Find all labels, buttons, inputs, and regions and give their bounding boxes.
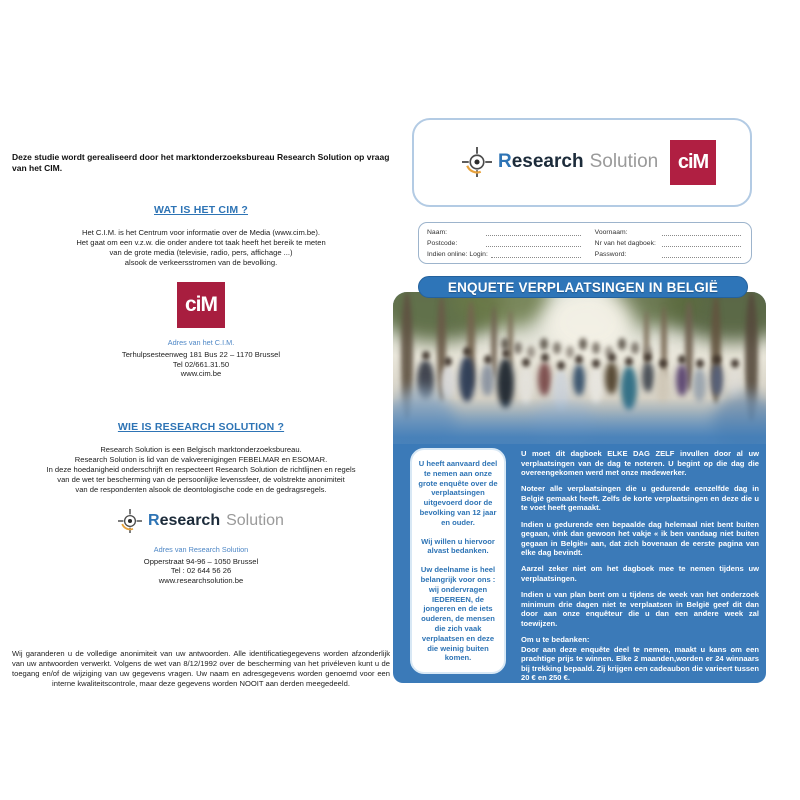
- research-solution-logo-header: [462, 147, 658, 177]
- form-field-naam: [427, 227, 581, 238]
- rs-address-label: Adres van Research Solution: [153, 544, 249, 554]
- rs-website: www.researchsolution.be: [158, 575, 244, 585]
- rs-address-block: [12, 539, 390, 586]
- diary-instructions: [521, 449, 759, 683]
- survey-info-panel: [393, 292, 766, 683]
- instruction-paragraph: Indien u van plan bent om u tijdens de week van het onderzoek minimum drie dagen niet te verplaatsen in België geef dit dan door aan onze enquêteur die u dan een andere week zal toewijzen.: [521, 590, 759, 628]
- dotted-fill-line: [491, 257, 581, 258]
- rs-wordmark-research: [148, 512, 220, 530]
- rs-description-line: van de wet ter bescherming van de persoonlijke levenssfeer, de volstrekte anonimiteit: [57, 474, 345, 484]
- participation-text: Uw deelname is heel belangrijk voor ons : wij ondervragen: [420, 565, 496, 594]
- cim-address-line: Terhulpsesteenweg 181 Bus 22 – 1170 Brussel: [121, 350, 281, 359]
- instruction-paragraph: Noteer alle verplaatsingen die u gedurende eenzelfde dag in België gemaakt heeft. Zelfs de korte verplaatsingen en deze die u te voet heeft gemaakt.: [521, 484, 759, 513]
- form-field-voornaam: [595, 227, 741, 238]
- form-field-login: [427, 249, 581, 260]
- instruction-paragraph: Indien u gedurende een bepaalde dag helemaal niet bent buiten gegaan, vink dan gewoon het vakje « ik ben vandaag niet buiten gegaan in België» aan, dat zich bovenaan de eerste pagina van elke dag bevindt.: [521, 519, 759, 558]
- cim-address-block: [12, 332, 390, 379]
- field-label: Indien online: Login:: [427, 251, 488, 258]
- cim-description-line: Het C.I.M. is het Centrum voor informatie over de Media (www.cim.be).: [81, 228, 320, 237]
- left-column: [12, 152, 390, 689]
- cim-description: [12, 228, 390, 268]
- dotted-fill-line: [662, 235, 741, 236]
- cim-description-line: alsook de verkeersstromen van de bevolking.: [124, 258, 278, 267]
- thanks-in-advance: Wij willen u hiervoor alvast bedanken.: [421, 536, 495, 556]
- rs-letters-esearch: esearch: [511, 150, 584, 172]
- rs-wordmark-solution: Solution: [589, 150, 659, 172]
- street-crowd-photo: [393, 292, 766, 444]
- rs-letter-r: R: [498, 150, 512, 172]
- study-intro-line: Deze studie wordt gerealiseerd door het marktonderzoeksbureau Research Solution op vraag van het CIM.: [12, 152, 390, 173]
- privacy-guarantee-note: Wij garanderen u de volledige anonimiteit van uw antwoorden. Alle identificatiegegevens worden afzonderlijk van uw antwoorden verwerkt. Volgens de wet van 8/12/1992 over de bescherming van het privéleven kunt u de toegang en/of de wijziging van uw gegevens vragen. Uw naam en adresgegevens worden genoemd voor een interne kwaliteitscontrole, maar deze gegevens worden NOOIT aan derden meegedeeld.: [12, 649, 390, 688]
- field-label: Postcode:: [427, 240, 458, 247]
- form-field-password: [595, 249, 741, 260]
- research-solution-logo: [12, 509, 390, 533]
- rs-address-line: Opperstraat 94-96 – 1050 Brussel: [143, 556, 259, 566]
- dotted-fill-line: [662, 257, 741, 258]
- rs-wordmark-research: [498, 151, 584, 173]
- cim-phone: Tel 02/661.31.50: [172, 359, 230, 369]
- contact-form-card: [418, 222, 752, 264]
- instruction-paragraph: U moet dit dagboek ELKE DAG ZELF invullen door al uw verplaatsingen van de dag te noteren. U begint op die dag die overeengekomen werd met onze medewerker.: [521, 449, 759, 478]
- survey-title-banner: ENQUETE VERPLAATSINGEN IN BELGIË: [418, 276, 748, 298]
- participation-paragraph: [418, 565, 498, 663]
- rs-description-line: In deze hoedanigheid onderschrijft en respecteert Research Solution de richtlijnen en regels: [46, 464, 356, 474]
- rs-letters-esearch: esearch: [159, 511, 221, 529]
- intro-paragraph: U heeft aanvaard deel te nemen aan onze grote enquête over de verplaatsingen uitgevoerd door de bevolking van 12 jaar en ouder.: [418, 459, 498, 527]
- field-label: Naam:: [427, 229, 448, 236]
- cim-description-line: Het gaat om een v.z.w. die onder andere tot taak heeft het bereik te meten: [76, 238, 326, 247]
- crosshair-target-icon: [462, 147, 492, 177]
- rs-description-line: Research Solution is lid van de vakverenigingen FEBELMAR en ESOMAR.: [74, 454, 328, 464]
- cim-website: www.cim.be: [180, 369, 222, 378]
- rs-letter-r: R: [148, 511, 160, 529]
- field-label: Voornaam:: [594, 229, 628, 236]
- dotted-fill-line: [486, 235, 581, 236]
- header-logo-card: [412, 118, 752, 207]
- rs-wordmark-solution: Solution: [226, 511, 284, 529]
- field-label: Nr van het dagboek:: [594, 240, 656, 247]
- instruction-paragraph: Aarzel zeker niet om het dagboek mee te nemen tijdens uw verplaatsingen.: [521, 564, 759, 584]
- participation-text: de jongeren en de iets ouderen, de mensen die zich vaak verplaatsen en deze die weinig buiten komen.: [421, 594, 495, 663]
- cim-address-label: Adres van het C.I.M.: [167, 338, 235, 347]
- rs-description-line: Research Solution is een Belgisch marktonderzoeksbureau.: [100, 444, 302, 454]
- thanks-body: Door aan deze enquête deel te nemen, maakt u kans om een prachtige prijs te winnen. Elke 2 maanden,worden er 24 winnaars bij trekking bepaald. Zij krijgen een cadeaubon die varieert tussen 20 € en 250 €.: [521, 644, 760, 683]
- iedereen-emphasis: IEDEREEN,: [432, 594, 473, 604]
- rs-description-line: van de respondenten alsook de deontologische code en de gedragsregels.: [75, 484, 327, 494]
- thanks-heading: Om u te bedanken:: [521, 635, 590, 644]
- rs-phone: Tel : 02 644 56 26: [170, 566, 232, 575]
- intro-message-card: [410, 448, 506, 674]
- dotted-fill-line: [662, 246, 741, 247]
- form-field-dagboeknr: [595, 238, 741, 249]
- cim-logo-header: ciM: [670, 140, 716, 185]
- heading-wat-is-het-cim: WAT IS HET CIM ?: [154, 204, 248, 216]
- dotted-fill-line: [486, 246, 581, 247]
- field-label: Password:: [594, 251, 627, 258]
- rs-description: [12, 445, 390, 495]
- cim-logo: ciM: [177, 282, 225, 328]
- crosshair-target-icon: [118, 509, 142, 533]
- heading-wie-is-research-solution: WIE IS RESEARCH SOLUTION ?: [117, 420, 285, 433]
- cim-description-line: van de grote media (televisie, radio, pers, affichage ...): [109, 248, 293, 257]
- form-field-postcode: [427, 238, 581, 249]
